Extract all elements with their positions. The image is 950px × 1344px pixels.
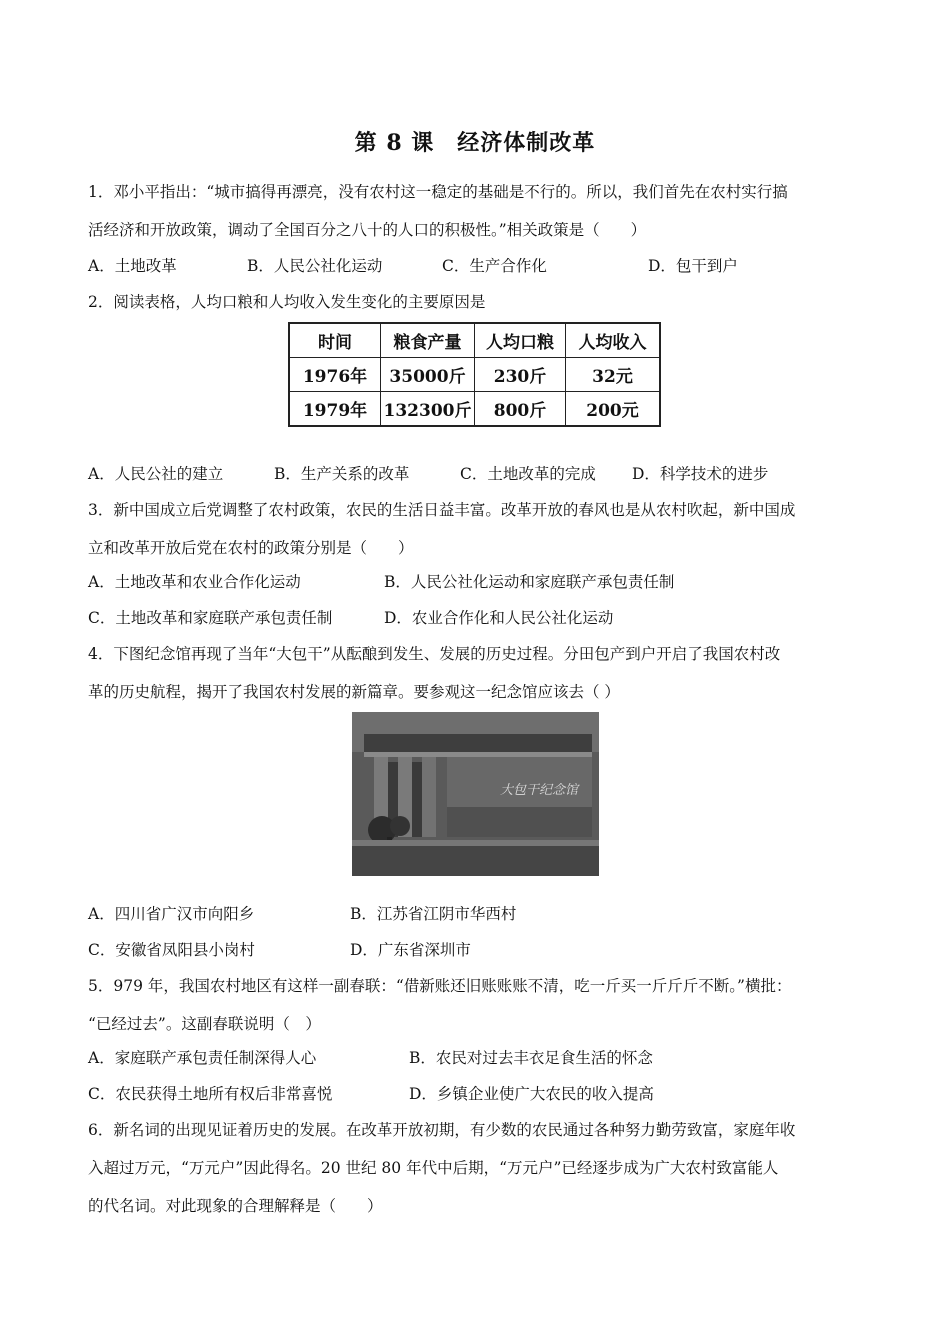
memorial-hall-photo bbox=[352, 712, 599, 876]
q3-stem-line-1: 3．新中国成立后党调整了农村政策，农民的生活日益丰富。改革开放的春风也是从农村吹起，新中国成 bbox=[88, 501, 796, 519]
q5-option-a[interactable]: A．家庭联产承包责任制深得人心 bbox=[88, 1049, 317, 1067]
table-row bbox=[289, 358, 660, 392]
table-header-cell: 粮食产量 bbox=[381, 323, 475, 358]
q5-option-d[interactable]: D．乡镇企业使广大农民的收入提高 bbox=[409, 1085, 654, 1103]
q3-option-c[interactable]: C．土地改革和家庭联产承包责任制 bbox=[88, 609, 333, 627]
q5-option-b[interactable]: B．农民对过去丰衣足食生活的怀念 bbox=[409, 1049, 653, 1067]
table-cell: 1976年 bbox=[289, 358, 381, 392]
q2-stem-line-1: 2．阅读表格，人均口粮和人均收入发生变化的主要原因是 bbox=[88, 293, 486, 311]
table-cell: 200元 bbox=[566, 392, 661, 427]
table-header-cell: 人均收入 bbox=[566, 323, 661, 358]
page-title: 第 8 课 经济体制改革 bbox=[354, 130, 596, 156]
q1-stem-line-1: 1．邓小平指出：“城市搞得再漂亮，没有农村这一稳定的基础是不行的。所以，我们首先在农村实行搞 bbox=[88, 183, 788, 201]
q3-option-a[interactable]: A．土地改革和农业合作化运动 bbox=[88, 573, 301, 591]
grain-table bbox=[288, 322, 661, 427]
q6-stem-line-2: 入超过万元，“万元户”因此得名。20 世纪 80 年代中后期，“万元户”已经逐步成为广大农村致富能人 bbox=[88, 1159, 779, 1177]
table-cell: 35000斤 bbox=[381, 358, 475, 392]
table-cell: 800斤 bbox=[475, 392, 566, 427]
q3-option-d[interactable]: D．农业合作化和人民公社化运动 bbox=[384, 609, 614, 627]
q6-stem-line-3: 的代名词。对此现象的合理解释是（ ） bbox=[88, 1197, 383, 1215]
q4-option-a[interactable]: A．四川省广汉市向阳乡 bbox=[88, 905, 255, 923]
q5-stem-line-1: 5．979 年，我国农村地区有这样一副春联：“借新账还旧账账账不清，吃一斤买一斤斤斤不断。”横批： bbox=[88, 977, 792, 995]
q3-option-b[interactable]: B．人民公社化运动和家庭联产承包责任制 bbox=[384, 573, 675, 591]
q1-option-d[interactable]: D．包干到户 bbox=[648, 257, 738, 275]
table-cell: 32元 bbox=[566, 358, 661, 392]
table-header-cell: 人均口粮 bbox=[475, 323, 566, 358]
q4-stem-line-1: 4．下图纪念馆再现了当年“大包干”从酝酿到发生、发展的历史过程。分田包产到户开启了我国农村改 bbox=[88, 645, 781, 663]
q6-stem-line-1: 6．新名词的出现见证着历史的发展。在改革开放初期，有少数的农民通过各种努力勤劳致富，家庭年收 bbox=[88, 1121, 796, 1139]
q4-option-d[interactable]: D．广东省深圳市 bbox=[350, 941, 471, 959]
q2-option-b[interactable]: B．生产关系的改革 bbox=[274, 465, 410, 483]
q1-option-c[interactable]: C．生产合作化 bbox=[442, 257, 547, 275]
q1-stem-line-2: 活经济和开放政策，调动了全国百分之八十的人口的积极性。”相关政策是（ ） bbox=[88, 221, 647, 239]
q3-stem-line-2: 立和改革开放后党在农村的政策分别是（ ） bbox=[88, 539, 414, 557]
q4-option-c[interactable]: C．安徽省凤阳县小岗村 bbox=[88, 941, 255, 959]
q2-option-a[interactable]: A．人民公社的建立 bbox=[88, 465, 224, 483]
table-cell: 1979年 bbox=[289, 392, 381, 427]
table-row bbox=[289, 392, 660, 427]
q4-stem-line-2: 革的历史航程，揭开了我国农村发展的新篇章。要参观这一纪念馆应该去（ ） bbox=[88, 683, 620, 701]
table-header-cell: 时间 bbox=[289, 323, 381, 358]
q2-option-d[interactable]: D．科学技术的进步 bbox=[632, 465, 769, 483]
table-cell: 132300斤 bbox=[381, 392, 475, 427]
q5-stem-line-2: “已经过去”。这副春联说明（ ） bbox=[88, 1015, 321, 1033]
q5-option-c[interactable]: C．农民获得土地所有权后非常喜悦 bbox=[88, 1085, 333, 1103]
q1-option-a[interactable]: A．土地改革 bbox=[88, 257, 177, 275]
table-header-row bbox=[289, 323, 660, 358]
q1-option-b[interactable]: B．人民公社化运动 bbox=[247, 257, 383, 275]
q4-option-b[interactable]: B．江苏省江阴市华西村 bbox=[350, 905, 517, 923]
table-cell: 230斤 bbox=[475, 358, 566, 392]
q2-option-c[interactable]: C．土地改革的完成 bbox=[460, 465, 596, 483]
memorial-sign-text: 大包干纪念馆 bbox=[500, 782, 579, 797]
